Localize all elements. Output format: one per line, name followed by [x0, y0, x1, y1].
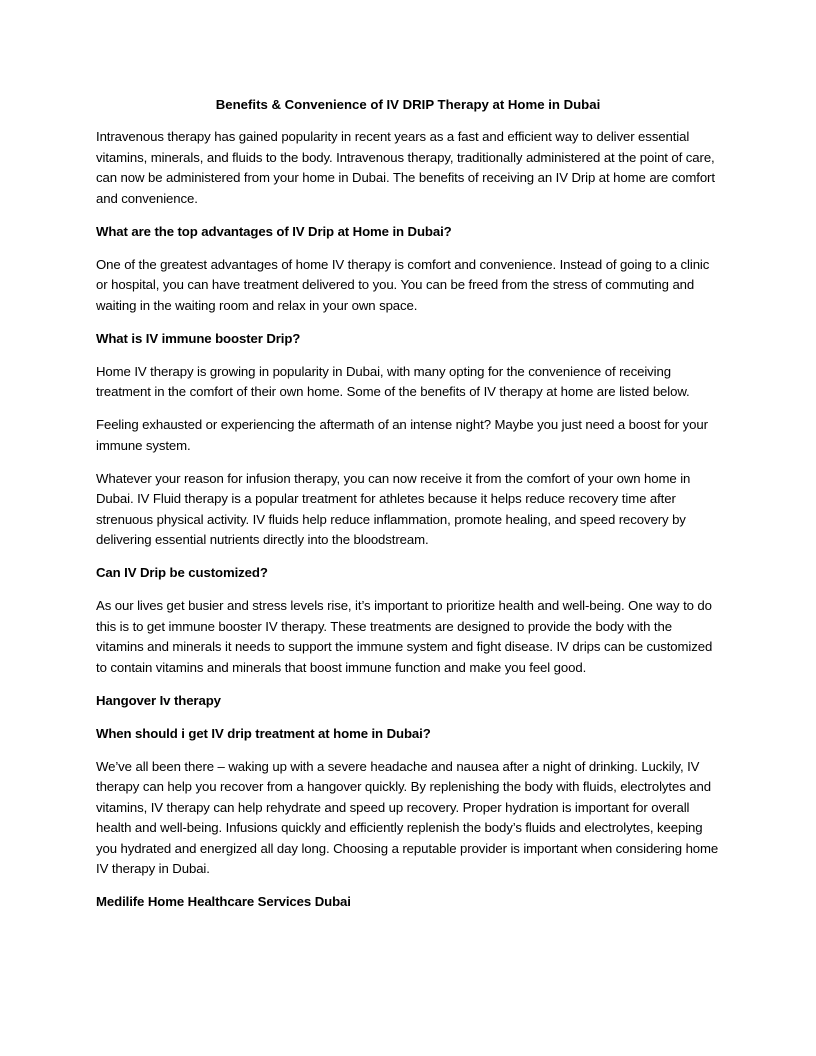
section-heading-when-to-get: When should i get IV drip treatment at home in Dubai?	[96, 725, 431, 741]
section-heading-immune-booster: What is IV immune booster Drip?	[96, 330, 301, 346]
paragraph-hangover-recovery: We’ve all been there – waking up with a severe headache and nausea after a night of drinking. Luckily, IV therapy can help you recover from a hangover quickly. By replenishing the body with fluids, electrolytes and vitamins, IV therapy can help rehydrate and speed up recovery. Proper hydration is important for overall health and well-being. Infusions quickly and efficiently replenish the body’s fluids and electrolytes, keeping you hydrated and energized all day long. Choosing a reputable provider is important when considering home IV therapy in Dubai.	[96, 758, 719, 876]
paragraph-home-iv-popularity: Home IV therapy is growing in popularity in Dubai, with many opting for the convenience of receiving treatment in the comfort of their own home. Some of the benefits of IV therapy at home are listed below.	[96, 363, 690, 399]
section-heading-customized: Can IV Drip be customized?	[96, 565, 268, 580]
intro-paragraph: Intravenous therapy has gained popularity in recent years as a fast and efficient way to deliver essential vitamins, minerals, and fluids to the body. Intravenous therapy, traditionally administered at the point of care, can now be administered from your home in Dubai. The benefits of receiving an IV Drip at home are comfort and convenience.	[96, 129, 715, 206]
section-heading-medilife: Medilife Home Healthcare Services Dubai	[96, 894, 351, 909]
paragraph-feeling-exhausted: Feeling exhausted or experiencing the aftermath of an intense night? Maybe you just need a boost for your immune system.	[96, 417, 708, 453]
document-title: Benefits & Convenience of IV DRIP Therapy at Home in Dubai	[215, 97, 601, 112]
document-body	[96, 96, 720, 925]
section-heading-hangover: Hangover Iv therapy	[96, 692, 221, 708]
paragraph-customized: As our lives get busier and stress levels rise, it’s important to prioritize health and well-being. One way to do this is to get immune booster IV therapy. These treatments are designed to provide the body with the vitamins and minerals it needs to support the immune system and fight disease. IV drips can be customized to contain vitamins and minerals that boost immune function and make you feel good.	[96, 598, 713, 675]
paragraph-top-advantages: One of the greatest advantages of home IV therapy is comfort and convenience. Instead of going to a clinic or hospital, you can have treatment delivered to you. You can be freed from the stress of commuting and waiting in the waiting room and relax in your own space.	[96, 256, 710, 313]
paragraph-infusion-reason: Whatever your reason for infusion therapy, you can now receive it from the comfort of your own home in Dubai. IV Fluid therapy is a popular treatment for athletes because it helps reduce recovery time after strenuous physical activity. IV fluids help reduce inflammation, promote healing, and speed recovery by delivering essential nutrients directly into the bloodstream.	[96, 470, 691, 547]
section-heading-top-advantages: What are the top advantages of IV Drip at Home in Dubai?	[96, 223, 452, 239]
